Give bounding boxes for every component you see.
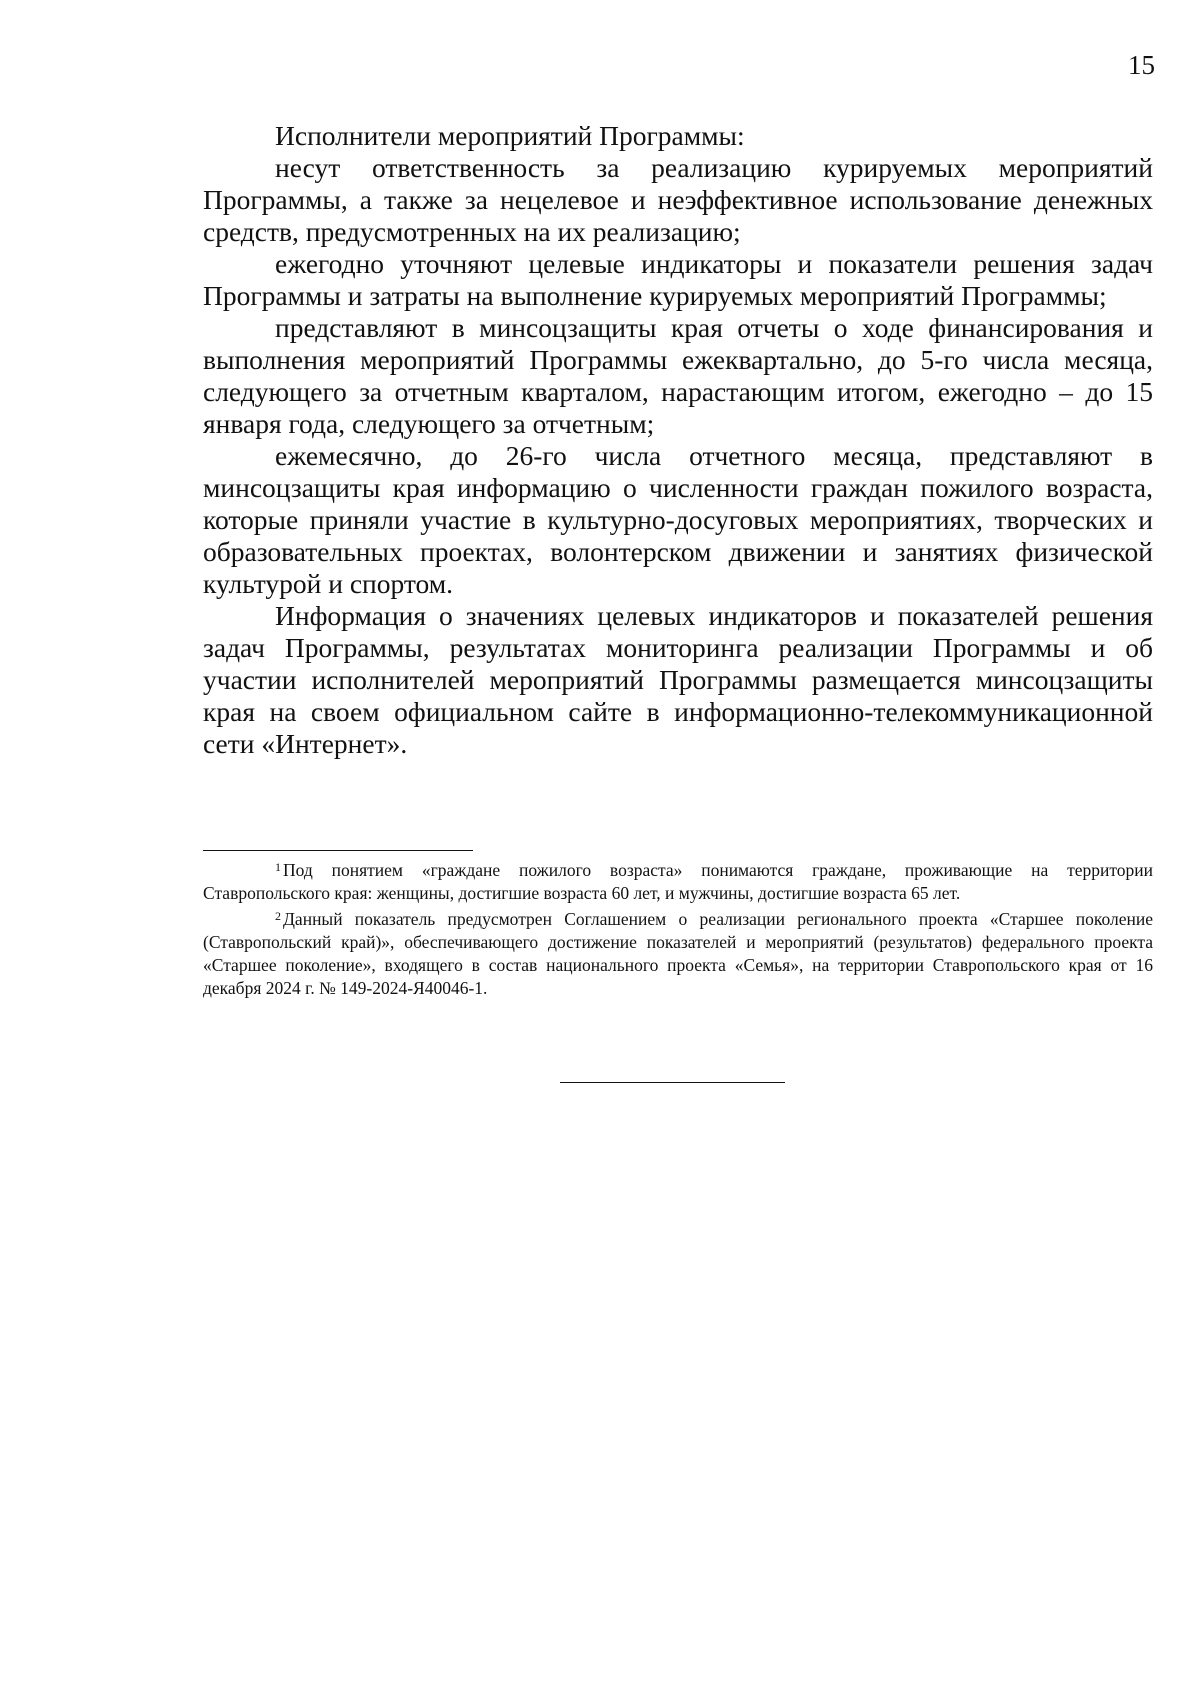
footnote-text: Под понятием «граждане пожилого возраста» понимаются граждане, проживающие на территории Ставропольского края: женщины, достигшие возраста 60 лет, и мужчины, достигшие возраста 65 лет. bbox=[203, 860, 1153, 903]
footnote-separator bbox=[203, 850, 473, 851]
end-of-document-rule bbox=[560, 1082, 785, 1083]
paragraph-responsibility: несут ответственность за реализацию курируемых мероприятий Программы, а также за нецелевое и неэффективное использование денежных средств, предусмотренных на их реализацию; bbox=[203, 152, 1153, 247]
paragraph-executors-heading: Исполнители мероприятий Программы: bbox=[275, 120, 745, 151]
footnote-1 bbox=[203, 856, 1153, 905]
footnote-text: Данный показатель предусмотрен Соглашением о реализации регионального проекта «Старшее поколение (Ставропольский край)», обеспечивающего достижение показателей и мероприятий (результатов) федерального проекта «Старшее поколение», входящего в состав национального проекта «Семья», на территории Ставропольского края от 16 декабря 2024 г. № 149-2024-Я40046-1. bbox=[203, 909, 1153, 998]
footnote-marker: 2 bbox=[275, 909, 281, 923]
page-number: 15 bbox=[1128, 50, 1155, 80]
footnote-marker: 1 bbox=[275, 860, 281, 874]
body-text bbox=[203, 120, 1153, 760]
footnotes bbox=[203, 856, 1153, 1000]
paragraph-reporting: представляют в минсоцзащиты края отчеты о ходе финансирования и выполнения мероприятий Программы ежеквартально, до 5-го числа месяца, следующего за отчетным кварталом, нарастающим итогом, ежегодно – до 15 января года, следующего за отчетным; bbox=[203, 312, 1153, 439]
paragraph-monthly-info: ежемесячно, до 26-го числа отчетного месяца, представляют в минсоцзащиты края информацию о численности граждан пожилого возраста, которые приняли участие в культурно-досуговых мероприятиях, творческих и образовательных проектах, волонтерском движении и занятиях физической культурой и спортом. bbox=[203, 440, 1153, 599]
paragraph-publication: Информация о значениях целевых индикаторов и показателей решения задач Программы, результатах мониторинга реализации Программы и об участии исполнителей мероприятий Программы размещается минсоцзащиты края на своем официальном сайте в информационно-телекоммуникационной сети «Интернет». bbox=[203, 600, 1153, 759]
footnote-2 bbox=[203, 905, 1153, 1000]
paragraph-annual-refinement: ежегодно уточняют целевые индикаторы и показатели решения задач Программы и затраты на выполнение курируемых мероприятий Программы; bbox=[203, 248, 1153, 311]
